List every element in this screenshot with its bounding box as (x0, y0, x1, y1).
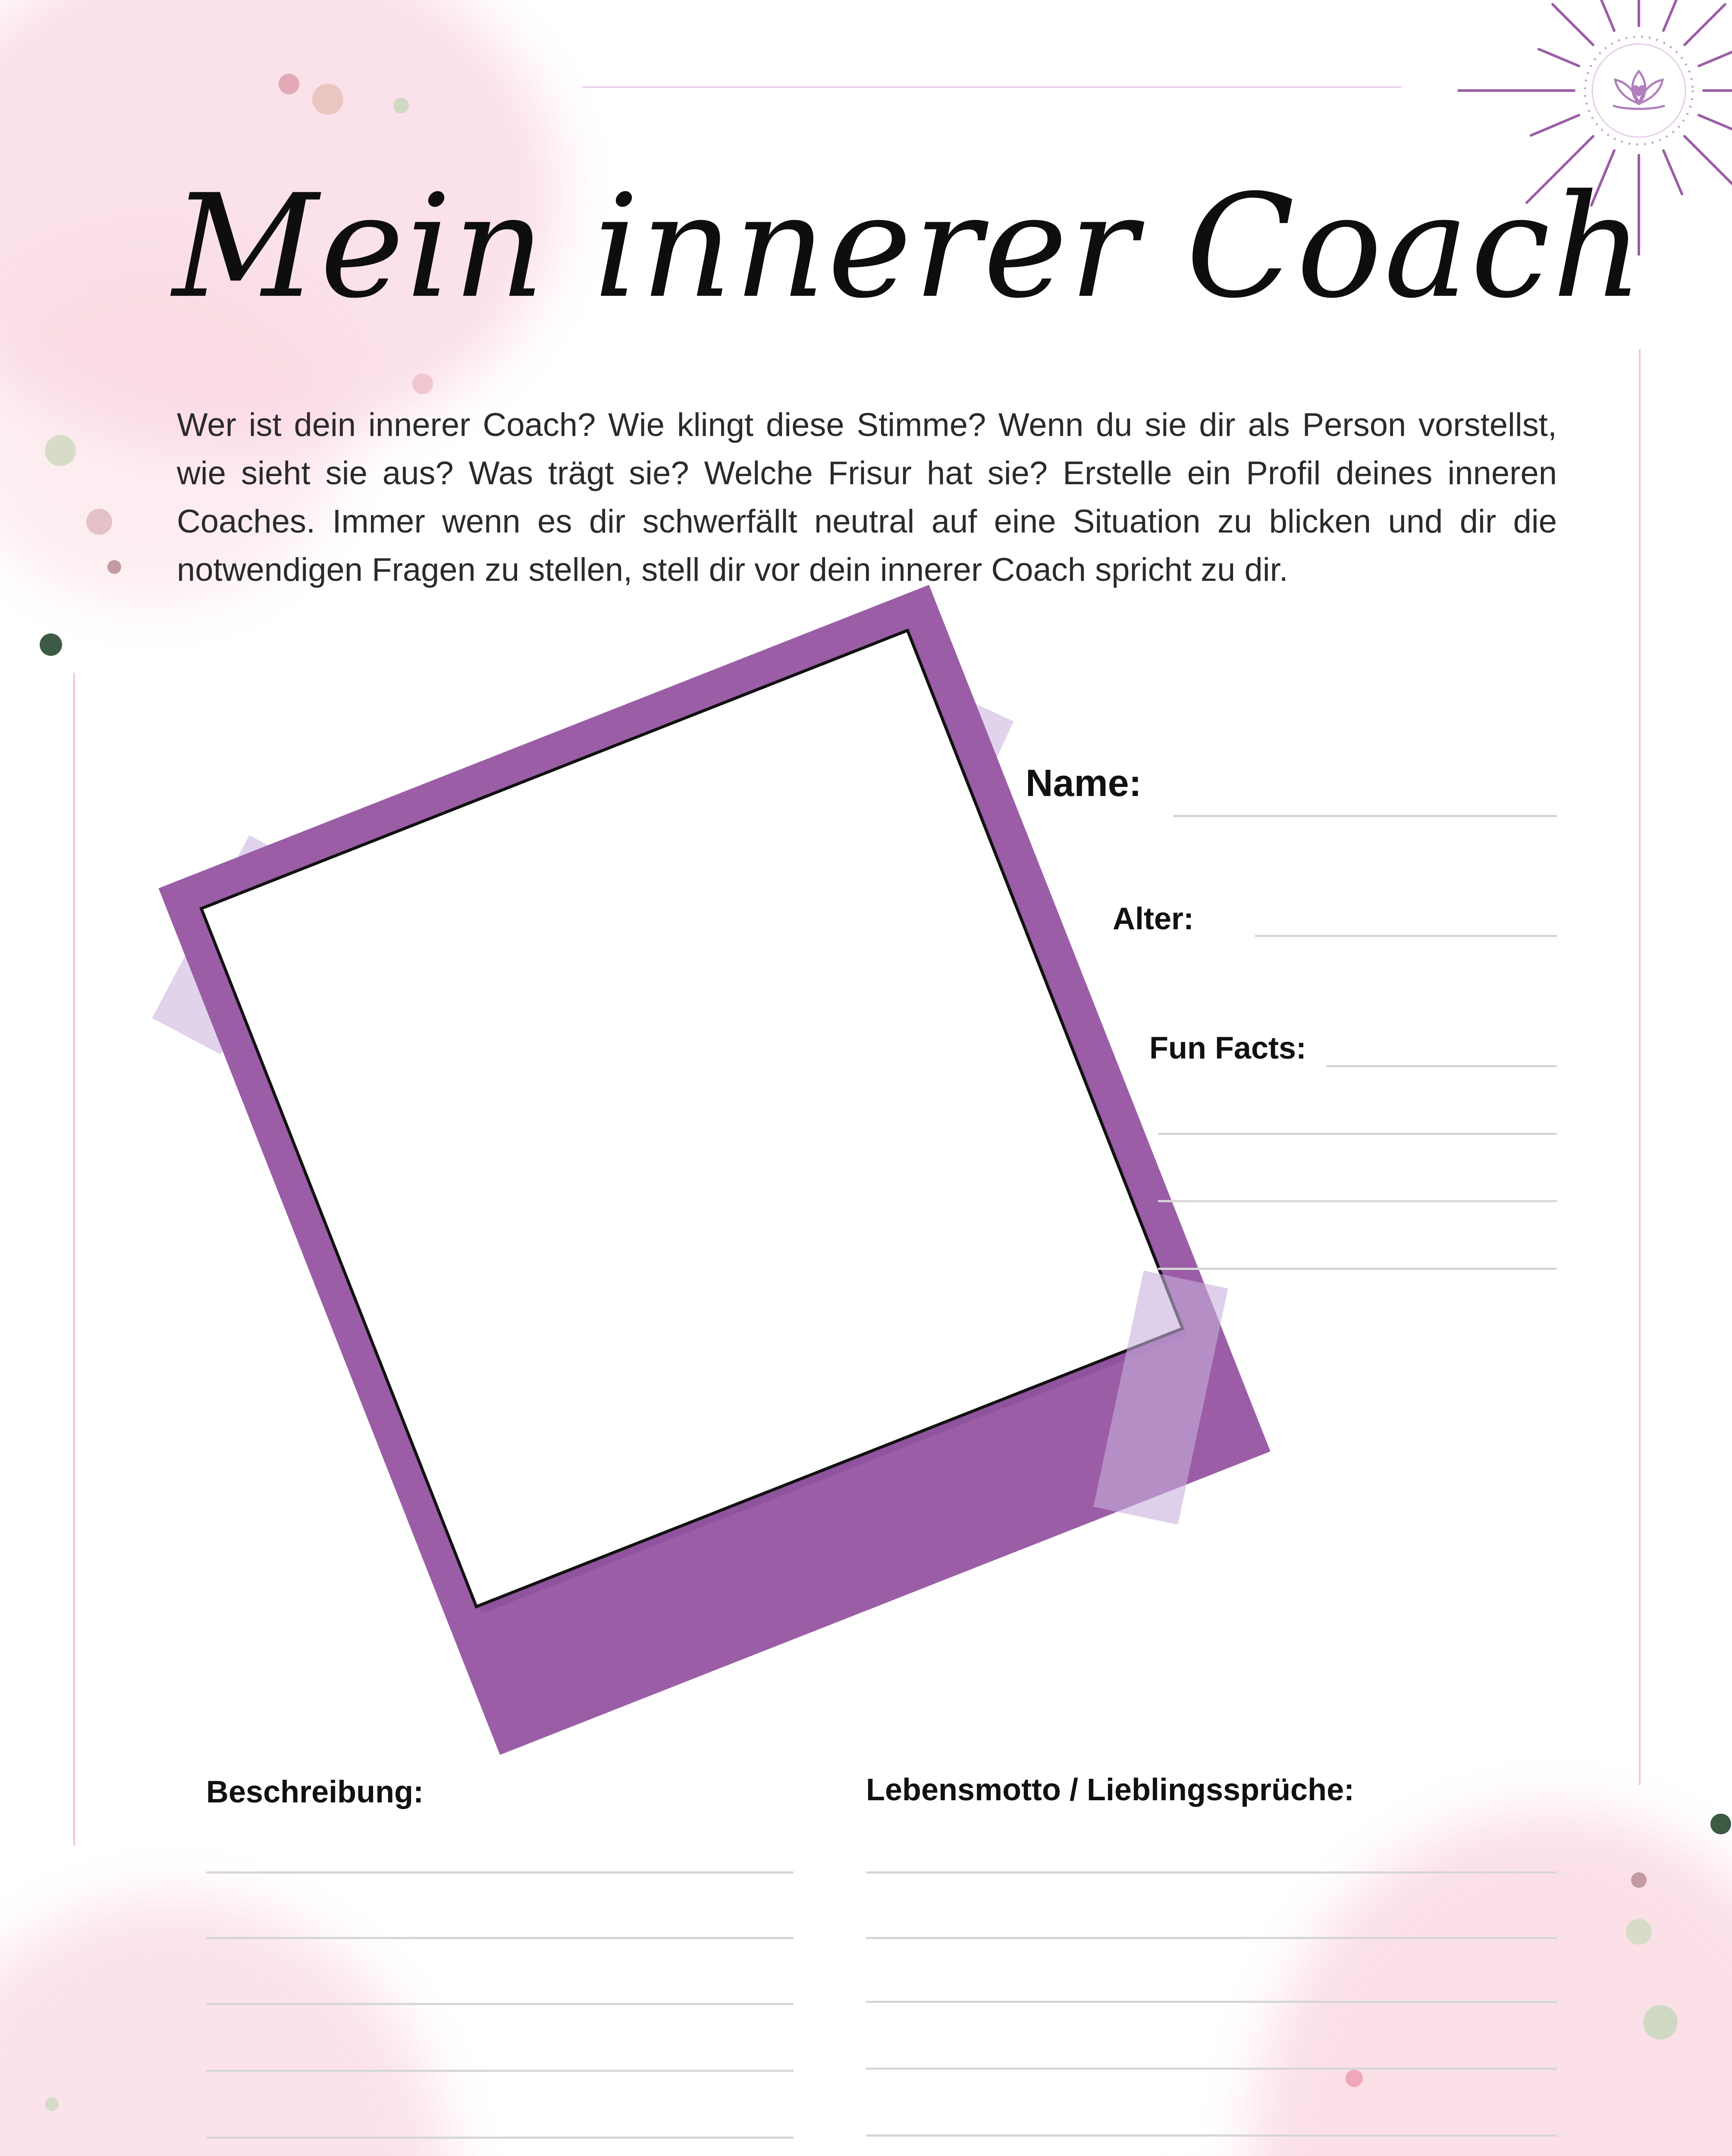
lebensmotto-line-5[interactable] (866, 2134, 1557, 2137)
lebensmotto-line-2[interactable] (866, 1937, 1557, 1939)
photo-frame (0, 561, 1294, 1811)
funfacts-line-4[interactable] (1158, 1268, 1557, 1270)
alter-line[interactable] (1255, 935, 1557, 937)
name-line[interactable] (1173, 815, 1557, 817)
lebensmotto-line-1[interactable] (866, 1871, 1557, 1874)
beschreibung-line-2[interactable] (206, 1937, 794, 1939)
funfacts-label: Fun Facts: (1149, 1031, 1307, 1065)
funfacts-line-2[interactable] (1158, 1133, 1557, 1135)
page-title: Mein innerer Coach (173, 164, 1646, 329)
top-deco-line (582, 86, 1402, 88)
intro-paragraph: Wer ist dein innerer Coach? Wie klingt diese Stimme? Wenn du sie dir als Person vorstellst, wie sieht sie aus? Was trägt sie? Welche Frisur hat sie? Erstelle ein Profil deines inneren Coaches. Immer wenn es dir schwerfällt neutral auf eine Situation zu blicken und dir die notwendigen Fragen zu stellen, stell dir vor dein innerer Coach spricht zu dir. (177, 407, 1557, 588)
beschreibung-label: Beschreibung: (206, 1775, 424, 1809)
lebensmotto-label: Lebensmotto / Lieblingssprüche: (866, 1773, 1355, 1807)
beschreibung-line-4[interactable] (206, 2070, 794, 2072)
funfacts-line-1[interactable] (1326, 1065, 1557, 1067)
lebensmotto-line-4[interactable] (866, 2068, 1557, 2070)
right-deco-line (1639, 349, 1641, 1785)
beschreibung-line-1[interactable] (206, 1871, 794, 1874)
funfacts-line-3[interactable] (1158, 1200, 1557, 1202)
beschreibung-line-3[interactable] (206, 2003, 794, 2005)
lebensmotto-line-3[interactable] (866, 2001, 1557, 2003)
name-label: Name: (1026, 761, 1142, 804)
alter-label: Alter: (1113, 902, 1194, 936)
beschreibung-line-5[interactable] (206, 2137, 794, 2139)
